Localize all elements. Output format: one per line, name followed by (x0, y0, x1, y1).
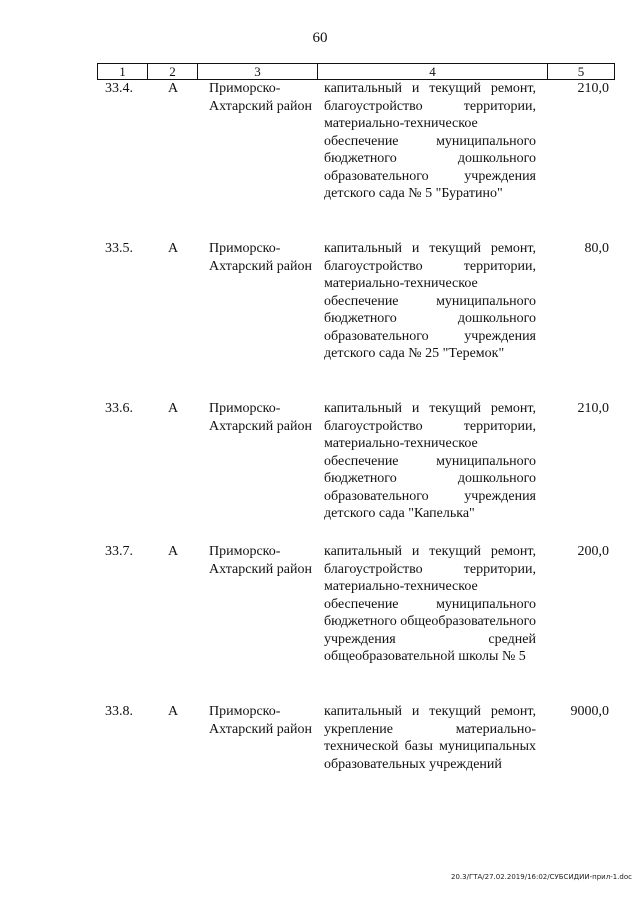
row-district: Приморско-Ахтарский район (209, 241, 312, 274)
row-number: 33.4. (105, 81, 133, 96)
row-sum: 210,0 (577, 401, 609, 416)
table-header (97, 63, 615, 80)
row-sum: 210,0 (577, 81, 609, 96)
header-col-3: 3 (198, 64, 318, 79)
page-number: 60 (312, 30, 328, 46)
row-sum: 9000,0 (570, 704, 609, 719)
row-letter: А (168, 704, 179, 719)
row-description: капитальный и текущий ремонт, благоустройство территории, материально-техническое обеспечение муниципального бюджетного дошкольного образовательного учреждения детского сада "Капелька" (324, 401, 536, 521)
header-col-5: 5 (577, 64, 585, 79)
row-district: Приморско-Ахтарский район (209, 544, 312, 577)
row-number: 33.7. (105, 544, 133, 559)
row-district: Приморско-Ахтарский район (209, 401, 312, 434)
row-description: капитальный и текущий ремонт, благоустройство территории, материально-техническое обеспечение муниципального бюджетного общеобразовательного учреждения средней общеобразовательной школы № 5 (324, 544, 536, 664)
row-letter: А (168, 81, 179, 96)
row-district: Приморско-Ахтарский район (209, 704, 312, 737)
row-number: 33.5. (105, 241, 133, 256)
header-col-1: 1 (98, 64, 148, 79)
row-letter: А (168, 241, 179, 256)
row-number: 33.6. (105, 401, 133, 416)
row-district: Приморско-Ахтарский район (209, 81, 312, 114)
row-description: капитальный и текущий ремонт, укрепление материально-технической базы муниципальных образовательных учреждений (324, 704, 536, 772)
row-sum: 200,0 (577, 544, 609, 559)
header-col-2: 2 (148, 64, 198, 79)
row-description: капитальный и текущий ремонт, благоустройство территории, материально-техническое обеспечение муниципального бюджетного дошкольного образовательного учреждения детского сада № 25 "Теремок" (324, 241, 536, 361)
document-footer: 20.3/ГТА/27.02.2019/16:02/СУБСИДИИ-прил-1.doc (451, 873, 632, 881)
header-col-4: 4 (318, 64, 548, 79)
row-letter: А (168, 544, 179, 559)
row-description: капитальный и текущий ремонт, благоустройство территории, материально-техническое обеспечение муниципального бюджетного дошкольного образовательного учреждения детского сада № 5 "Буратино" (324, 81, 536, 201)
row-number: 33.8. (105, 704, 133, 719)
row-sum: 80,0 (584, 241, 609, 256)
row-letter: А (168, 401, 179, 416)
